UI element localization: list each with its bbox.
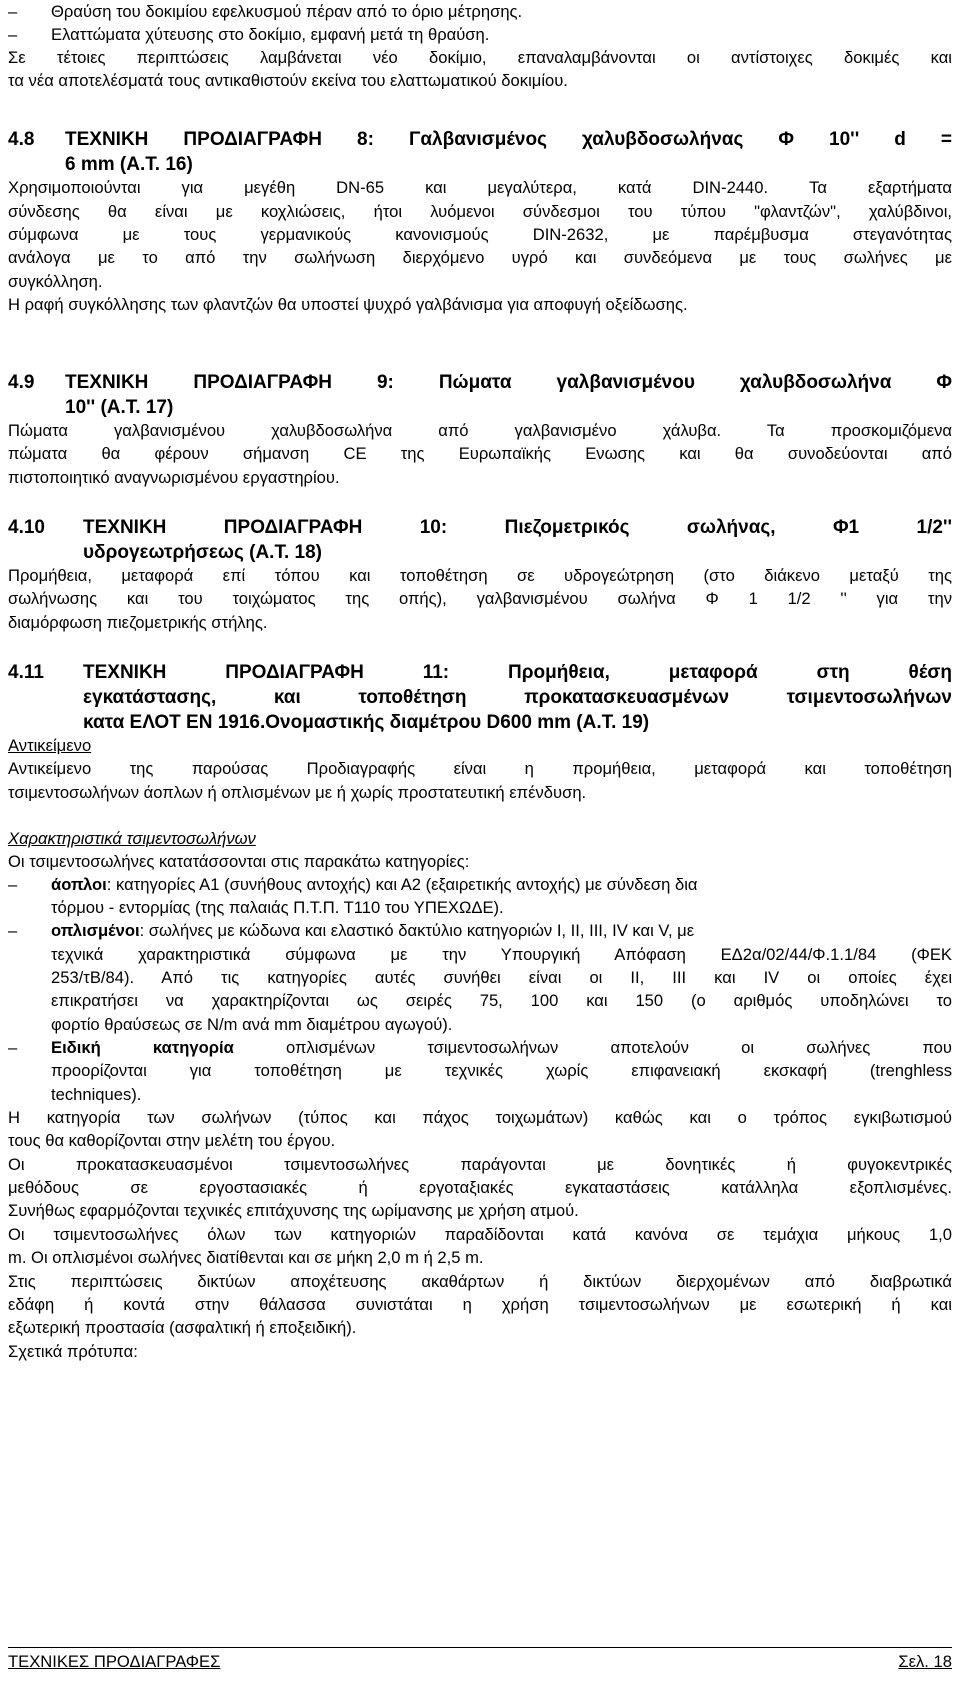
section-heading-cont xyxy=(8,395,952,420)
bullet-text: φορτίο θραύσεως σε N/m ανά mm διαμέτρου αγωγού). xyxy=(51,1015,453,1034)
dash-bullet: – xyxy=(8,921,18,940)
section-heading xyxy=(8,370,952,395)
paragraph-line: εξωτερική προστασία (ασφαλτική ή εποξειδική). xyxy=(8,1318,357,1337)
term: Ειδική κατηγορία xyxy=(51,1038,234,1057)
section-heading xyxy=(8,127,952,152)
paragraph-line: διαμόρφωση πιεζομετρικής στήλης. xyxy=(8,613,268,632)
section-heading-cont xyxy=(8,152,952,177)
paragraph-line: σύνδεσης θα είναι με κοχλιώσεις, ήτοι λυόμενοι σύνδεσμοι του τύπου "φλαντζών", χαλύβδινοι, xyxy=(8,202,952,221)
bullet-text: επικρατήσει να χαρακτηρίζονται ως σειρές 75, 100 και 150 (ο αριθμός υποδηλώνει το xyxy=(51,991,952,1010)
page-footer xyxy=(8,1651,952,1675)
paragraph-line: συγκόλληση. xyxy=(8,272,103,291)
paragraph-line: Συνήθως εφαρμόζονται τεχνικές επιτάχυνσης της ωρίμανσης με χρήση ατμού. xyxy=(8,1201,579,1220)
dash-bullet: – xyxy=(8,875,18,894)
paragraph-line: ανάλογα με το από την σωλήνωση διερχόμενο υγρό και συνδεόμενα με τους σωλήνες με xyxy=(8,248,952,267)
paragraph-line: Οι τσιμεντοσωλήνες κατατάσσονται στις παρακάτω κατηγορίες: xyxy=(8,852,470,871)
paragraph-line: Σχετικά πρότυπα: xyxy=(8,1342,138,1361)
paragraph-line: εδάφη ή κοντά στην θάλασσα συνιστάται η χρήση τσιμεντοσωλήνων με εσωτερική ή και xyxy=(8,1295,952,1314)
term-desc: : κατηγορίες Α1 (συνήθους αντοχής) και Α2 (εξαιρετικής αντοχής) με σύνδεση δια xyxy=(106,875,698,894)
list-item xyxy=(8,1,952,24)
section-number: 4.8 xyxy=(8,129,35,150)
section-title: κατα ΕΛΟΤ ΕΝ 1916.Ονομαστικής διαμέτρου D600 mm (Α.Τ. 19) xyxy=(83,712,650,733)
section-title: υδρογεωτρήσεως (Α.Τ. 18) xyxy=(83,542,322,563)
section-title: ΤΕΧΝΙΚΗ ΠΡΟΔΙΑΓΡΑΦΗ 9: Πώματα γαλβανισμένου χαλυβδοσωλήνα Φ xyxy=(65,372,952,393)
list-item xyxy=(8,24,952,47)
paragraph-line: Προμήθεια, μεταφορά επί τόπου και τοποθέτηση σε υδρογεώτρηση (στο διάκενο μεταξύ της xyxy=(8,566,952,585)
dash-bullet: – xyxy=(8,25,18,44)
paragraph-line: Η ραφή συγκόλλησης των φλαντζών θα υποστεί ψυχρό γαλβάνισμα για αποφυγή οξείδωσης. xyxy=(8,295,688,314)
section-number: 4.9 xyxy=(8,372,35,393)
paragraph-line: Πώματα γαλβανισμένου χαλυβδοσωλήνα από γαλβανισμένο χάλυβα. Τα προσκομιζόμενα xyxy=(8,421,952,440)
term: άοπλοι xyxy=(51,875,107,894)
section-heading-cont xyxy=(8,685,952,710)
paragraph-line: σωλήνωσης και του τοιχώματος της οπής), γαλβανισμένου σωλήνα Φ 1 1/2 '' για την xyxy=(8,589,952,608)
footer-divider xyxy=(8,1647,952,1648)
section-title: 10'' (Α.Τ. 17) xyxy=(65,397,174,418)
term: οπλισμένοι xyxy=(51,921,140,940)
footer-title: ΤΕΧΝΙΚΕΣ ΠΡΟΔΙΑΓΡΑΦΕΣ xyxy=(8,1652,221,1671)
section-title: 6 mm (Α.Τ. 16) xyxy=(65,154,193,175)
term-desc: οπλισμένων τσιμεντοσωλήνων αποτελούν οι σωλήνες που xyxy=(233,1038,952,1057)
paragraph-line: τους θα καθορίζονται στην μελέτη του έργου. xyxy=(8,1131,336,1150)
paragraph-line: Αντικείμενο της παρούσας Προδιαγραφής είναι η προμήθεια, μεταφορά και τοποθέτηση xyxy=(8,759,952,778)
paragraph-line: μεθόδους σε εργοστασιακές ή εργοταξιακές εγκαταστάσεις κατάλληλα εξοπλισμένες. xyxy=(8,1178,952,1197)
paragraph-line: Οι τσιμεντοσωλήνες όλων των κατηγοριών παραδίδονται κατά κανόνα σε τεμάχια μήκους 1,0 xyxy=(8,1225,952,1244)
paragraph-line: πώματα θα φέρουν σήμανση CE της Ευρωπαϊκής Ενωσης και θα συνοδεύονται από xyxy=(8,444,952,463)
section-number: 4.10 xyxy=(8,517,45,538)
page-number: Σελ. 18 xyxy=(898,1652,952,1671)
paragraph-line: τα νέα αποτελέσματά τους αντικαθιστούν εκείνα του ελαττωματικού δοκιμίου. xyxy=(8,71,568,90)
paragraph-line: πιστοποιητικό αναγνωρισμένου εργαστηρίου. xyxy=(8,468,340,487)
section-heading xyxy=(8,515,952,540)
section-heading-cont xyxy=(8,710,952,735)
list-item xyxy=(8,1037,952,1060)
paragraph-line: σύμφωνα με τους γερμανικούς κανονισμούς DIN-2632, με παρέμβυσμα στεγανότητας xyxy=(8,225,952,244)
paragraph-line: Οι προκατασκευασμένοι τσιμεντοσωλήνες παράγονται με δονητικές ή φυγοκεντρικές xyxy=(8,1155,952,1174)
bullet-text: techniques). xyxy=(51,1085,142,1104)
section-title: ΤΕΧΝΙΚΗ ΠΡΟΔΙΑΓΡΑΦΗ 11: Προμήθεια, μεταφορά στη θέση xyxy=(83,662,952,683)
list-item xyxy=(8,920,952,943)
bullet-text xyxy=(51,920,952,943)
paragraph-line: Σε τέτοιες περιπτώσεις λαμβάνεται νέο δοκίμιο, επαναλαμβάνονται οι αντίστοιχες δοκιμές και xyxy=(8,48,952,67)
dash-bullet: – xyxy=(8,2,18,21)
list-item xyxy=(8,874,952,897)
section-title: ΤΕΧΝΙΚΗ ΠΡΟΔΙΑΓΡΑΦΗ 10: Πιεζομετρικός σωλήνας, Φ1 1/2'' xyxy=(83,517,952,538)
section-heading-cont xyxy=(8,540,952,565)
dash-bullet: – xyxy=(8,1038,18,1057)
bullet-text xyxy=(51,1037,952,1060)
section-heading xyxy=(8,660,952,685)
paragraph-line: Στις περιπτώσεις δικτύων αποχέτευσης ακαθάρτων ή δικτύων διερχομένων από διαβρωτικά xyxy=(8,1272,952,1291)
bullet-text: τόρμου - εντορμίας (της παλαιάς Π.Τ.Π. Τ110 του ΥΠΕΧΩΔΕ). xyxy=(51,898,504,917)
paragraph-line: τσιμεντοσωλήνων άοπλων ή οπλισμένων με ή χωρίς προστατευτική επένδυση. xyxy=(8,783,587,802)
bullet-text: προορίζονται για τοποθέτηση με τεχνικές χωρίς επιφανειακή εκσκαφή (trenghless xyxy=(51,1061,952,1080)
subheading-characteristics: Χαρακτηριστικά τσιμεντοσωλήνων xyxy=(8,829,256,848)
section-title: εγκατάστασης, και τοποθέτηση προκατασκευασμένων τσιμεντοσωλήνων xyxy=(83,687,952,708)
bullet-text: Θραύση του δοκιμίου εφελκυσμού πέραν από το όριο μέτρησης. xyxy=(51,2,523,21)
term-desc: : σωλήνες με κώδωνα και ελαστικό δακτύλιο κατηγοριών Ι, ΙΙ, ΙΙΙ, IV και V, με xyxy=(139,921,695,940)
paragraph-line: Η κατηγορία των σωλήνων (τύπος και πάχος τοιχωμάτων) καθώς και ο τρόπος εγκιβωτισμού xyxy=(8,1108,952,1127)
bullet-text: 253/τΒ/84). Από τις κατηγορίες αυτές συνήθει είναι οι ΙΙ, ΙΙΙ και IV οι οποίες έχει xyxy=(51,968,952,987)
bullet-text xyxy=(51,874,952,897)
subheading-subject: Αντικείμενο xyxy=(8,736,92,755)
paragraph-line: m. Οι οπλισμένοι σωλήνες διατίθενται και σε μήκη 2,0 m ή 2,5 m. xyxy=(8,1248,484,1267)
bullet-text: τεχνικά χαρακτηριστικά σύμφωνα με την Υπουργική Απόφαση ΕΔ2α/02/44/Φ.1.1/84 (ΦΕΚ xyxy=(51,945,952,964)
paragraph-line: Χρησιμοποιούνται για μεγέθη DN-65 και μεγαλύτερα, κατά DIN-2440. Τα εξαρτήματα xyxy=(8,178,952,197)
section-number: 4.11 xyxy=(8,662,44,683)
bullet-text: Ελαττώματα χύτευσης στο δοκίμιο, εμφανή μετά τη θραύση. xyxy=(51,25,490,44)
section-title: ΤΕΧΝΙΚΗ ΠΡΟΔΙΑΓΡΑΦΗ 8: Γαλβανισμένος χαλυβδοσωλήνας Φ 10'' d = xyxy=(65,129,952,150)
